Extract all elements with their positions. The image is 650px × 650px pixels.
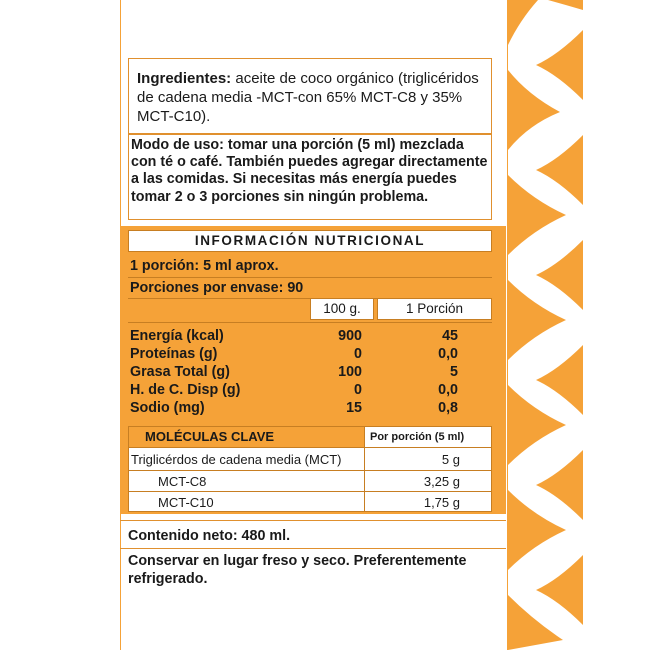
nutrient-value-100g: 900 — [338, 328, 362, 344]
nutrient-name: H. de C. Disp (g) — [130, 382, 241, 398]
molecule-value: 5 g — [441, 452, 460, 467]
storage-instructions: Conservar en lugar freso y seco. Preferentemente refrigerado. — [128, 553, 467, 587]
nutrient-value-portion: 45 — [442, 328, 458, 344]
net-content: Contenido neto: 480 ml. — [128, 528, 291, 544]
divider-line — [128, 277, 492, 278]
nutrient-value-100g: 0 — [354, 382, 362, 398]
column-header-portion: 1 Porción — [377, 298, 492, 320]
molecules-column-header: Por porción (5 ml) — [370, 431, 465, 443]
nutrient-value-portion: 0,8 — [438, 400, 458, 416]
nutrient-name: Proteínas (g) — [130, 346, 218, 362]
column-header-100g: 100 g. — [310, 298, 374, 320]
decorative-pattern — [508, 0, 583, 650]
divider-line — [120, 520, 506, 521]
divider-line — [128, 470, 492, 471]
nutrient-value-100g: 15 — [346, 400, 362, 416]
nutrient-value-100g: 0 — [354, 346, 362, 362]
nutrient-value-portion: 0,0 — [438, 382, 458, 398]
usage-box: Modo de uso: tomar una porción (5 ml) mezclada con té o café. También puedes agregar directamente a las comidas. Si necesitas más energía puedes tomar 2 o 3 porciones sin ningún problema. — [128, 133, 492, 220]
molecule-name: MCT-C8 — [158, 474, 207, 489]
column-divider — [364, 448, 365, 512]
molecule-value: 3,25 g — [423, 474, 460, 489]
divider-line — [120, 548, 506, 549]
servings-per-container: Porciones por envase: 90 — [130, 280, 304, 296]
nutrient-value-portion: 5 — [450, 364, 458, 380]
molecule-name: Triglicérdos de cadena media (MCT) — [131, 452, 342, 467]
portion-size: 1 porción: 5 ml aprox. — [130, 258, 279, 274]
ingredients-label: Ingredientes: — [137, 70, 232, 87]
molecule-name: MCT-C10 — [158, 495, 214, 510]
divider-line — [128, 491, 492, 492]
nutrient-name: Energía (kcal) — [130, 328, 224, 344]
nutrient-name: Grasa Total (g) — [130, 364, 230, 380]
molecule-value: 1,75 g — [423, 495, 460, 510]
nutrition-title: INFORMACIÓN NUTRICIONAL — [128, 230, 492, 252]
divider-line — [128, 322, 492, 323]
nutrient-value-100g: 100 — [338, 364, 362, 380]
nutrient-name: Sodio (mg) — [130, 400, 205, 416]
ingredients-text: aceite de coco orgánico (triglicéridos de cadena media -MCT-con 65% MCT-C8 y 35% MCT-C10). — [137, 70, 479, 125]
nutrient-value-portion: 0,0 — [438, 346, 458, 362]
ingredients-box — [128, 58, 492, 135]
molecules-title: MOLÉCULAS CLAVE — [145, 429, 275, 444]
